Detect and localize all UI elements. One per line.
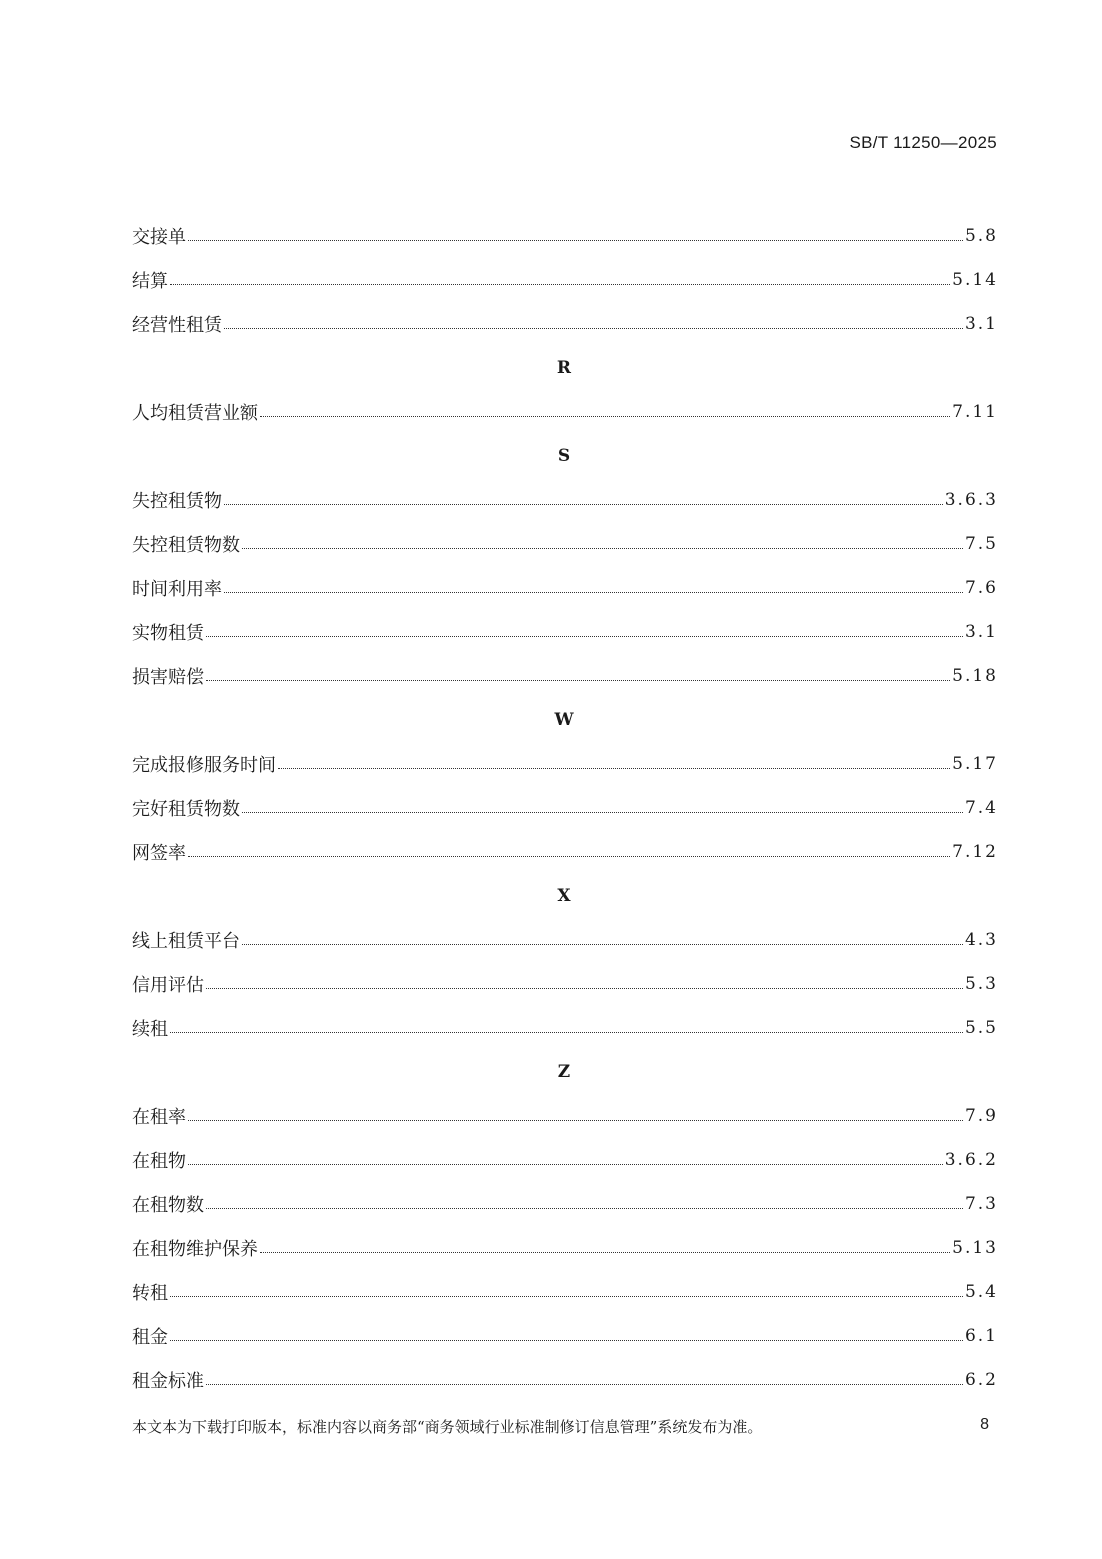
index-entry [132, 786, 996, 830]
index-entry [132, 1182, 996, 1226]
index-ref: 7.3 [964, 1194, 998, 1214]
index-ref: 5.17 [952, 754, 998, 774]
dot-leader [242, 812, 963, 813]
index-term: 完好租赁物数 [132, 799, 240, 820]
index-term: 在租物维护保养 [132, 1239, 258, 1260]
footer-note: 本文本为下载打印版本，标准内容以商务部“商务领域行业标准制修订信息管理”系统发布为准。 [132, 1418, 763, 1436]
index-entry [132, 522, 996, 566]
index-entry [132, 1006, 996, 1050]
dot-leader [242, 548, 963, 549]
index-entry [132, 478, 996, 522]
dot-leader [170, 284, 950, 285]
index-ref: 5.13 [952, 1238, 998, 1258]
index-ref: 3.6.3 [944, 490, 998, 510]
index-entry [132, 1094, 996, 1138]
index-letter-heading: W [554, 710, 574, 730]
index-ref: 3.1 [964, 622, 998, 642]
dot-leader [206, 1208, 963, 1209]
index-entry [132, 258, 996, 302]
index-term: 租金标准 [132, 1371, 204, 1392]
index-ref: 6.1 [964, 1326, 998, 1346]
index-term: 时间利用率 [132, 579, 222, 600]
index-term: 续租 [132, 1019, 168, 1040]
index-entry [132, 654, 996, 698]
index-ref: 7.4 [964, 798, 998, 818]
index-letter-heading: S [557, 446, 571, 466]
index-entry [132, 830, 996, 874]
index-term: 交接单 [132, 227, 186, 248]
index-term: 人均租赁营业额 [132, 403, 258, 424]
index-ref: 7.6 [964, 578, 998, 598]
index-term: 失控租赁物 [132, 491, 222, 512]
dot-leader [188, 240, 963, 241]
dot-leader [206, 988, 963, 989]
dot-leader [170, 1296, 963, 1297]
index-term: 线上租赁平台 [132, 931, 240, 952]
index-entry [132, 302, 996, 346]
index-ref: 7.5 [964, 534, 998, 554]
index-term: 信用评估 [132, 975, 204, 996]
dot-leader [206, 1384, 963, 1385]
index-term: 经营性租赁 [132, 315, 222, 336]
page-number: 8 [980, 1416, 989, 1433]
index-ref: 6.2 [964, 1370, 998, 1390]
index-entry [132, 390, 996, 434]
index-ref: 5.14 [952, 270, 998, 290]
index-entry [132, 610, 996, 654]
index-term: 转租 [132, 1283, 168, 1304]
dot-leader [260, 416, 950, 417]
index-entry [132, 1358, 996, 1402]
index-ref: 4.3 [964, 930, 998, 950]
index-entry [132, 1270, 996, 1314]
index-ref: 7.12 [952, 842, 998, 862]
index-ref: 5.3 [964, 974, 998, 994]
index-entry [132, 214, 996, 258]
index-term: 在租物数 [132, 1195, 204, 1216]
index-list [132, 214, 996, 1402]
index-ref: 5.8 [964, 226, 998, 246]
dot-leader [278, 768, 950, 769]
index-letter-heading: Z [557, 1062, 571, 1082]
index-letter-heading: R [556, 358, 572, 378]
dot-leader [224, 504, 943, 505]
index-ref: 5.18 [952, 666, 998, 686]
index-entry [132, 566, 996, 610]
index-entry [132, 1138, 996, 1182]
dot-leader [188, 1164, 943, 1165]
index-term: 租金 [132, 1327, 168, 1348]
index-term: 失控租赁物数 [132, 535, 240, 556]
index-term: 结算 [132, 271, 168, 292]
index-letter-heading: X [557, 886, 571, 906]
dot-leader [206, 636, 963, 637]
index-term: 完成报修服务时间 [132, 755, 276, 776]
index-term: 损害赔偿 [132, 667, 204, 688]
dot-leader [224, 592, 963, 593]
dot-leader [206, 680, 950, 681]
index-ref: 7.11 [952, 402, 998, 422]
dot-leader [188, 1120, 963, 1121]
index-term: 网签率 [132, 843, 186, 864]
dot-leader [170, 1340, 963, 1341]
index-term: 在租物 [132, 1151, 186, 1172]
dot-leader [242, 944, 963, 945]
dot-leader [224, 328, 963, 329]
index-entry [132, 1226, 996, 1270]
index-term: 在租率 [132, 1107, 186, 1128]
index-entry [132, 1314, 996, 1358]
index-ref: 3.6.2 [944, 1150, 998, 1170]
index-ref: 5.4 [964, 1282, 998, 1302]
document-code: SB/T 11250—2025 [849, 133, 997, 152]
index-ref: 3.1 [964, 314, 998, 334]
index-term: 实物租赁 [132, 623, 204, 644]
index-entry [132, 742, 996, 786]
index-entry [132, 962, 996, 1006]
dot-leader [170, 1032, 963, 1033]
index-ref: 7.9 [964, 1106, 998, 1126]
dot-leader [188, 856, 950, 857]
index-entry [132, 918, 996, 962]
dot-leader [260, 1252, 950, 1253]
index-ref: 5.5 [964, 1018, 998, 1038]
